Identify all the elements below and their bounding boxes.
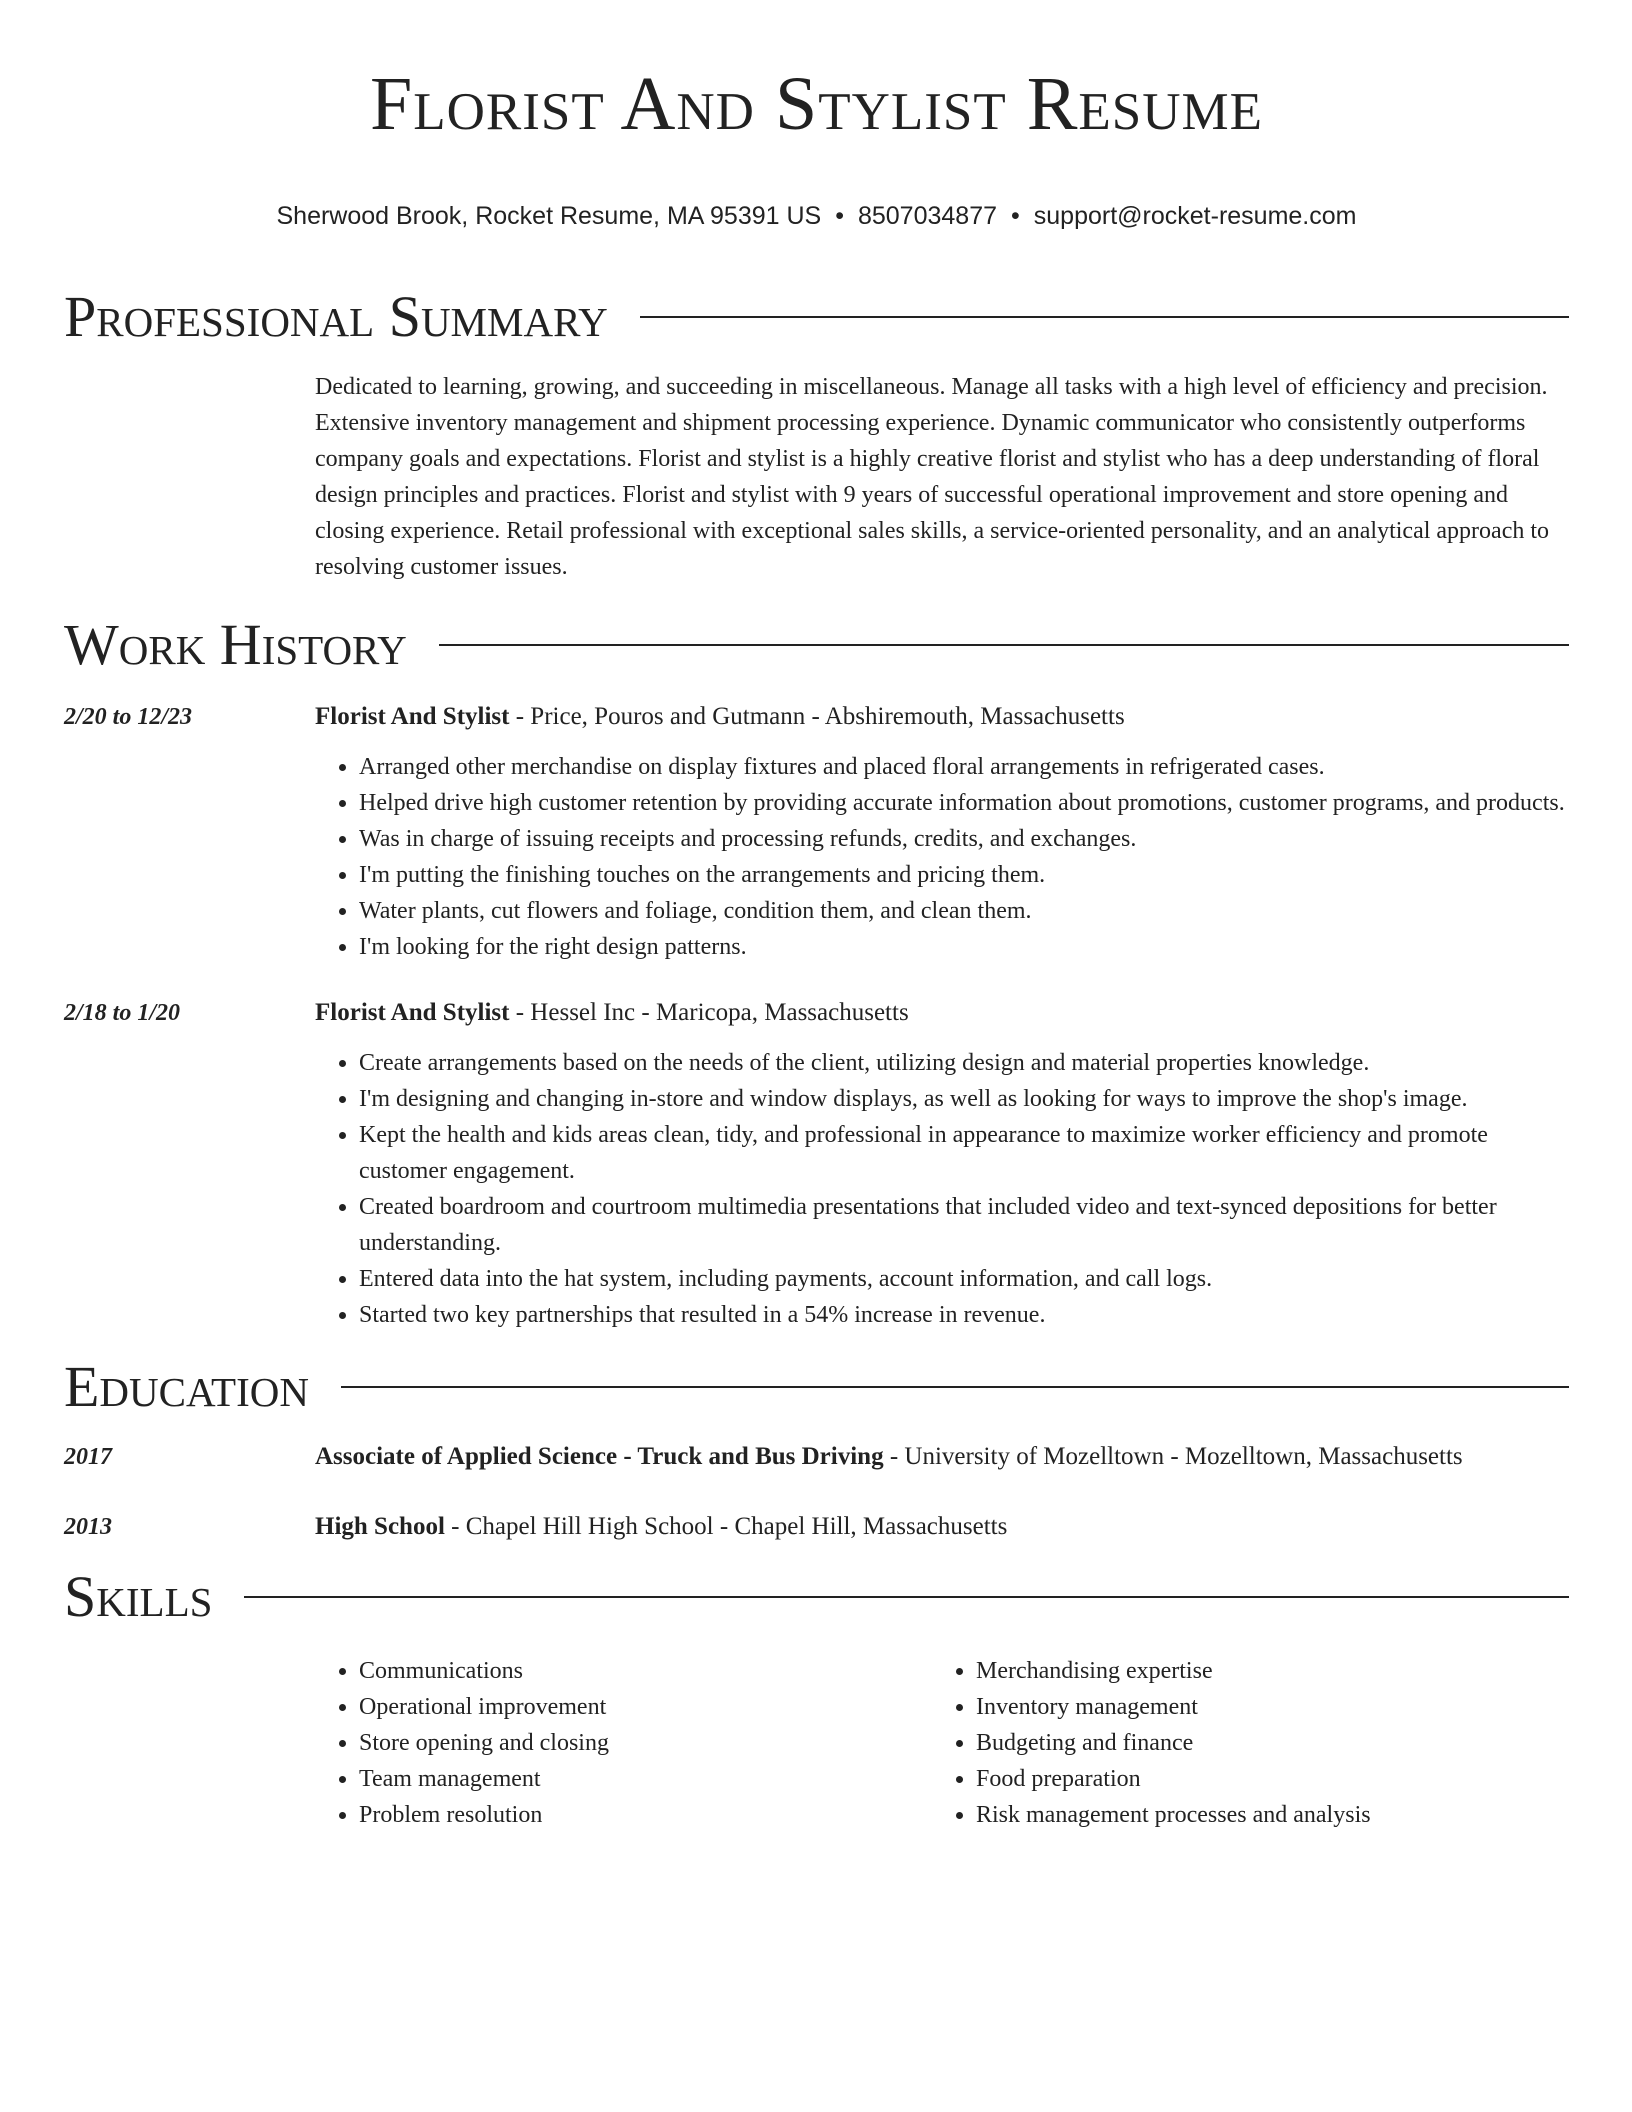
skill-item: • Budgeting and finance [976, 1725, 1549, 1761]
job-bullets [315, 1045, 1569, 1333]
section-divider [244, 1596, 1569, 1598]
summary-heading: Professional Summary [64, 283, 608, 349]
job-bullet: • I'm looking for the right design patterns. [359, 929, 1569, 965]
contact-phone: 8507034877 [857, 201, 998, 230]
job-bullet: • Entered data into the hat system, including payments, account information, and call logs. [359, 1261, 1569, 1297]
contact-separator: • [835, 201, 844, 230]
section-divider [341, 1386, 1569, 1388]
education-degree: High School [315, 1512, 445, 1540]
contact-address: Sherwood Brook, Rocket Resume, MA 95391 US [276, 201, 822, 230]
contact-email: support@rocket-resume.com [1033, 201, 1357, 230]
job-bullet: • Water plants, cut flowers and foliage, condition them, and clean them. [359, 893, 1569, 929]
resume-title: Florist And Stylist Resume [369, 62, 1264, 146]
work-section-header [64, 613, 1569, 677]
section-divider [439, 644, 1569, 646]
job-employer: - Price, Pouros and Gutmann - Abshiremouth, Massachusetts [509, 702, 1125, 730]
skill-item: • Merchandising expertise [976, 1653, 1549, 1689]
contact-separator: • [1011, 201, 1020, 230]
summary-section-header [64, 285, 1569, 349]
job-bullet: • Arranged other merchandise on display fixtures and placed floral arrangements in refrigerated cases. [359, 749, 1569, 785]
education-heading: Education [64, 1353, 309, 1419]
skill-item: • Store opening and closing [359, 1725, 932, 1761]
education-degree: Associate of Applied Science - Truck and Bus Driving [315, 1442, 884, 1470]
education-entry [64, 1439, 1569, 1475]
education-school: - University of Mozelltown - Mozelltown, Massachusetts [883, 1442, 1463, 1470]
job-bullets [315, 749, 1569, 965]
summary-text: Dedicated to learning, growing, and succeeding in miscellaneous. Manage all tasks with a high level of efficiency and precision. Extensive inventory management and shipment processing experience. Dynamic communicator who consistently outperforms company goals and expectations. Florist and stylist is a highly creative florist and stylist who has a deep understanding of floral design principles and practices. Florist and stylist with 9 years of successful operational improvement and store opening and closing experience. Retail professional with exceptional sales skills, a service-oriented personality, and an analytical approach to resolving customer issues. [315, 373, 1550, 580]
job-title: Florist And Stylist [315, 998, 510, 1026]
skills-list [315, 1653, 1569, 1833]
education-year: 2017 [64, 1443, 112, 1470]
job-entry [64, 699, 1569, 965]
skill-item: • Team management [359, 1761, 932, 1797]
job-heading [315, 995, 1569, 1031]
job-bullet: • Kept the health and kids areas clean, tidy, and professional in appearance to maximize worker efficiency and promote customer engagement. [359, 1117, 1569, 1189]
job-bullet: • Created boardroom and courtroom multimedia presentations that included video and text-synced depositions for better understanding. [359, 1189, 1569, 1261]
education-school: - Chapel Hill High School - Chapel Hill, Massachusetts [444, 1512, 1008, 1540]
job-employer: - Hessel Inc - Maricopa, Massachusetts [509, 998, 909, 1026]
skills-section-header [64, 1565, 1569, 1629]
section-divider [640, 316, 1569, 318]
education-section-header [64, 1355, 1569, 1419]
skills-column-right [932, 1653, 1549, 1833]
work-heading: Work History [64, 611, 407, 677]
skill-item: • Inventory management [976, 1689, 1549, 1725]
job-bullet: • I'm designing and changing in-store and window displays, as well as looking for ways to improve the shop's image. [359, 1081, 1569, 1117]
job-bullet: • Started two key partnerships that resulted in a 54% increase in revenue. [359, 1297, 1569, 1333]
job-entry [64, 995, 1569, 1333]
skill-item: • Food preparation [976, 1761, 1549, 1797]
job-title: Florist And Stylist [315, 702, 510, 730]
contact-line [64, 199, 1569, 233]
skills-heading: Skills [64, 1563, 213, 1629]
skill-item: • Operational improvement [359, 1689, 932, 1725]
job-dates: 2/20 to 12/23 [64, 703, 193, 730]
job-bullet: • Create arrangements based on the needs of the client, utilizing design and material properties knowledge. [359, 1045, 1569, 1081]
resume-page [64, 0, 1569, 1833]
job-bullet: • I'm putting the finishing touches on the arrangements and pricing them. [359, 857, 1569, 893]
education-entry [64, 1509, 1569, 1545]
job-bullet: • Was in charge of issuing receipts and processing refunds, credits, and exchanges. [359, 821, 1569, 857]
job-heading [315, 699, 1569, 735]
skill-item: • Risk management processes and analysis [976, 1797, 1549, 1833]
job-dates: 2/18 to 1/20 [64, 999, 181, 1026]
skill-item: • Problem resolution [359, 1797, 932, 1833]
job-bullet: • Helped drive high customer retention by providing accurate information about promotions, customer programs, and products. [359, 785, 1569, 821]
skills-column-left [315, 1653, 932, 1833]
education-year: 2013 [64, 1513, 112, 1540]
skill-item: • Communications [359, 1653, 932, 1689]
